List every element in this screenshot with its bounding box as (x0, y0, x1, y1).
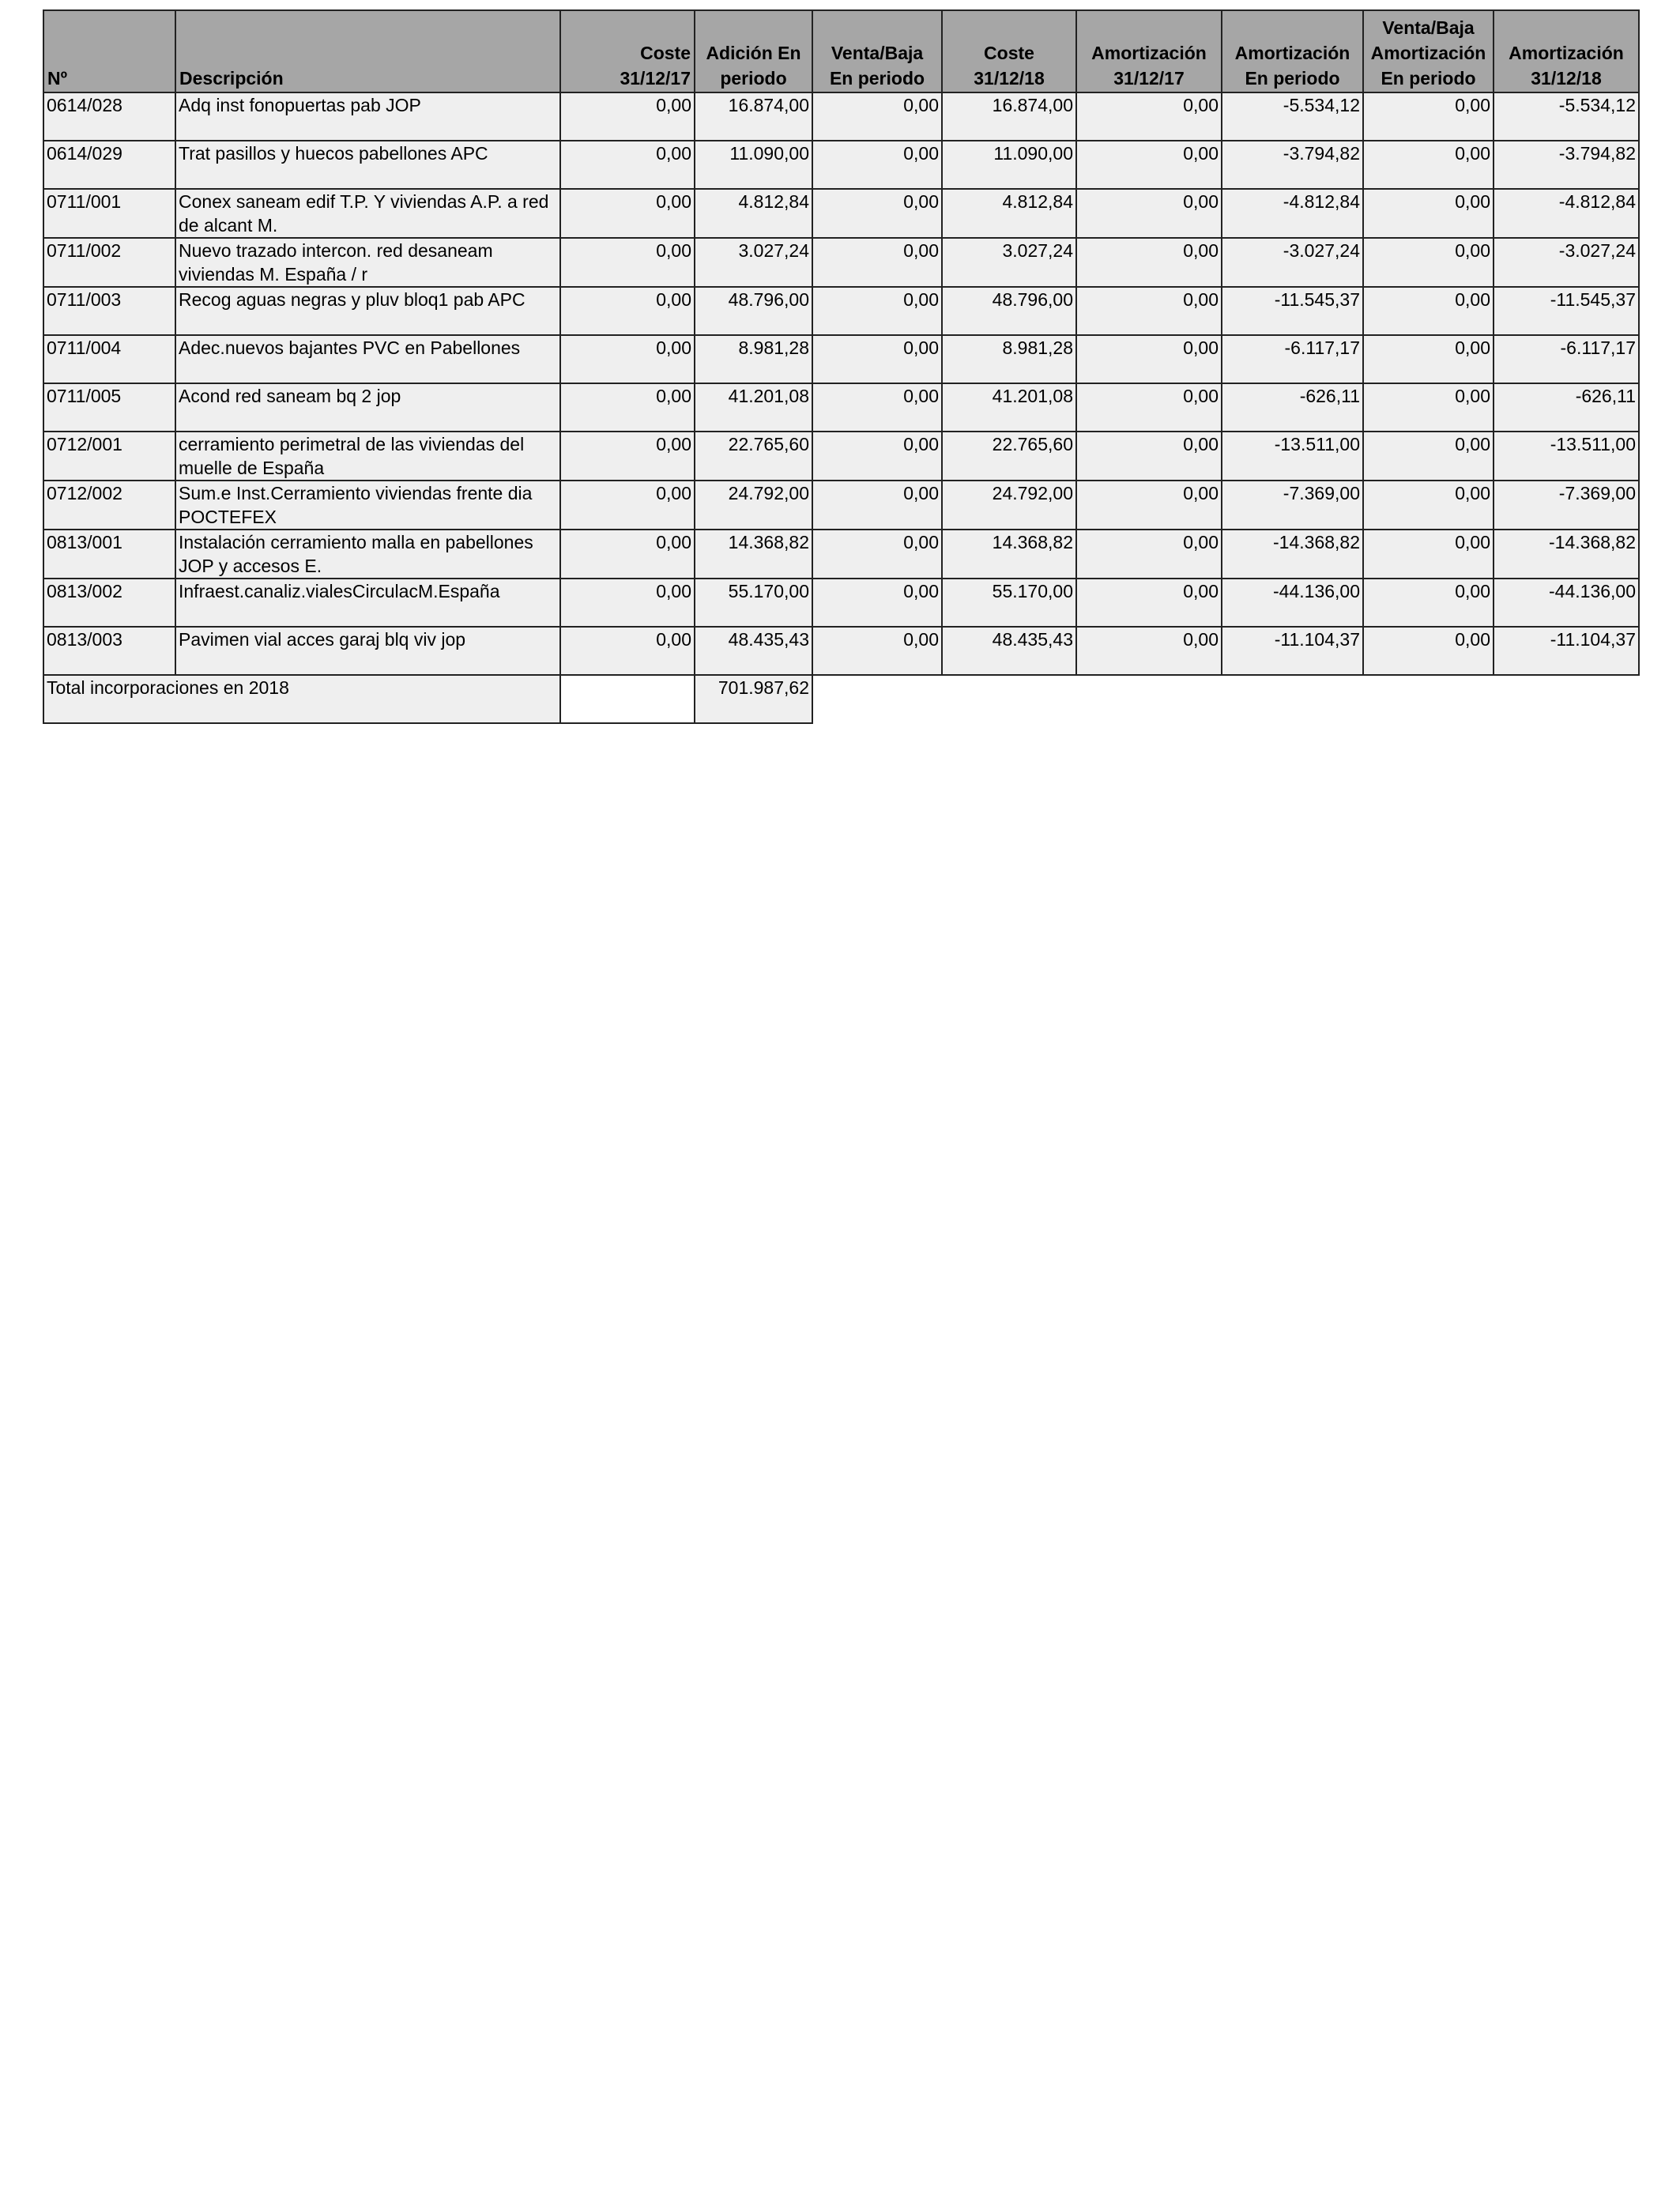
cell-coste-1812: 3.027,24 (942, 238, 1076, 287)
cell-coste-1812: 48.435,43 (942, 627, 1076, 675)
cell-venta-baja-amort: 0,00 (1363, 189, 1494, 238)
descripcion-text: Sum.e Inst.Cerramiento viviendas frente dia POCTEFEX (179, 483, 533, 527)
cell-amort-1712: 0,00 (1076, 530, 1222, 579)
table-row (43, 432, 1639, 481)
cell-amort-1712: 0,00 (1076, 189, 1222, 238)
header-amort-periodo: Amortización En periodo (1222, 10, 1363, 92)
cell-adicion: 11.090,00 (695, 141, 812, 189)
header-adicion: Adición En periodo (695, 10, 812, 92)
table-row (43, 335, 1639, 383)
cell-no: 0813/001 (43, 530, 175, 579)
header-venta-baja: Venta/Baja En periodo (812, 10, 942, 92)
cell-amort-periodo: -13.511,00 (1222, 432, 1363, 481)
asset-table (43, 9, 1640, 724)
cell-adicion: 24.792,00 (695, 481, 812, 530)
cell-coste-1812: 4.812,84 (942, 189, 1076, 238)
cell-coste-1712: 0,00 (560, 579, 695, 627)
table-row (43, 189, 1639, 238)
cell-descripcion (175, 189, 560, 238)
cell-adicion: 14.368,82 (695, 530, 812, 579)
cell-adicion: 3.027,24 (695, 238, 812, 287)
cell-venta-baja: 0,00 (812, 92, 942, 141)
cell-descripcion (175, 287, 560, 335)
cell-descripcion (175, 383, 560, 432)
cell-coste-1812: 11.090,00 (942, 141, 1076, 189)
cell-venta-baja-amort: 0,00 (1363, 579, 1494, 627)
header-amort-1812: Amortización 31/12/18 (1494, 10, 1639, 92)
cell-coste-1712: 0,00 (560, 627, 695, 675)
table-row (43, 481, 1639, 530)
cell-amort-1812: -3.027,24 (1494, 238, 1639, 287)
cell-no: 0813/002 (43, 579, 175, 627)
cell-coste-1712: 0,00 (560, 481, 695, 530)
descripcion-text: Nuevo trazado intercon. red desaneam viviendas M. España / r (179, 240, 493, 285)
table-row (43, 238, 1639, 287)
descripcion-text: Adec.nuevos bajantes PVC en Pabellones (179, 337, 521, 358)
cell-adicion: 48.796,00 (695, 287, 812, 335)
cell-venta-baja-amort: 0,00 (1363, 238, 1494, 287)
cell-venta-baja: 0,00 (812, 481, 942, 530)
header-descripcion: Descripción (175, 10, 560, 92)
descripcion-text: cerramiento perimetral de las viviendas del muelle de España (179, 434, 525, 478)
cell-descripcion (175, 92, 560, 141)
cell-no: 0813/003 (43, 627, 175, 675)
cell-amort-1812: -3.794,82 (1494, 141, 1639, 189)
descripcion-text: Pavimen vial acces garaj blq viv jop (179, 629, 466, 650)
table-row (43, 287, 1639, 335)
cell-coste-1812: 48.796,00 (942, 287, 1076, 335)
cell-coste-1712: 0,00 (560, 287, 695, 335)
cell-adicion: 22.765,60 (695, 432, 812, 481)
header-no: Nº (43, 10, 175, 92)
total-label: Total incorporaciones en 2018 (43, 675, 560, 723)
cell-descripcion (175, 481, 560, 530)
cell-no: 0711/005 (43, 383, 175, 432)
cell-coste-1712: 0,00 (560, 238, 695, 287)
cell-descripcion (175, 238, 560, 287)
cell-descripcion (175, 335, 560, 383)
cell-coste-1812: 14.368,82 (942, 530, 1076, 579)
cell-amort-1812: -4.812,84 (1494, 189, 1639, 238)
cell-venta-baja: 0,00 (812, 287, 942, 335)
table-row (43, 530, 1639, 579)
header-coste-1712: Coste 31/12/17 (560, 10, 695, 92)
cell-no: 0711/001 (43, 189, 175, 238)
cell-venta-baja: 0,00 (812, 335, 942, 383)
cell-descripcion (175, 432, 560, 481)
cell-venta-baja-amort: 0,00 (1363, 530, 1494, 579)
cell-amort-1812: -44.136,00 (1494, 579, 1639, 627)
table-body (43, 92, 1639, 723)
cell-venta-baja-amort: 0,00 (1363, 92, 1494, 141)
cell-amort-periodo: -3.794,82 (1222, 141, 1363, 189)
cell-coste-1812: 24.792,00 (942, 481, 1076, 530)
cell-amort-1712: 0,00 (1076, 627, 1222, 675)
header-amort-1712: Amortización 31/12/17 (1076, 10, 1222, 92)
cell-amort-periodo: -5.534,12 (1222, 92, 1363, 141)
cell-coste-1812: 16.874,00 (942, 92, 1076, 141)
table-row (43, 92, 1639, 141)
cell-coste-1712: 0,00 (560, 335, 695, 383)
cell-amort-1812: -6.117,17 (1494, 335, 1639, 383)
cell-coste-1712: 0,00 (560, 383, 695, 432)
cell-amort-1812: -11.545,37 (1494, 287, 1639, 335)
cell-amort-1812: -11.104,37 (1494, 627, 1639, 675)
total-blank-cell (560, 675, 695, 723)
cell-amort-1712: 0,00 (1076, 383, 1222, 432)
cell-amort-periodo: -626,11 (1222, 383, 1363, 432)
header-coste-1812: Coste 31/12/18 (942, 10, 1076, 92)
cell-amort-periodo: -44.136,00 (1222, 579, 1363, 627)
cell-amort-periodo: -11.545,37 (1222, 287, 1363, 335)
cell-no: 0712/002 (43, 481, 175, 530)
cell-adicion: 16.874,00 (695, 92, 812, 141)
cell-amort-1812: -5.534,12 (1494, 92, 1639, 141)
cell-amort-1812: -13.511,00 (1494, 432, 1639, 481)
cell-no: 0711/002 (43, 238, 175, 287)
cell-amort-periodo: -4.812,84 (1222, 189, 1363, 238)
descripcion-text: Recog aguas negras y pluv bloq1 pab APC (179, 289, 525, 310)
descripcion-text: Adq inst fonopuertas pab JOP (179, 95, 421, 115)
cell-descripcion (175, 530, 560, 579)
cell-no: 0614/029 (43, 141, 175, 189)
cell-adicion: 8.981,28 (695, 335, 812, 383)
descripcion-text: Infraest.canaliz.vialesCirculacM.España (179, 581, 500, 601)
cell-coste-1812: 22.765,60 (942, 432, 1076, 481)
table-row (43, 383, 1639, 432)
cell-descripcion (175, 579, 560, 627)
cell-coste-1812: 41.201,08 (942, 383, 1076, 432)
cell-no: 0711/004 (43, 335, 175, 383)
cell-coste-1712: 0,00 (560, 530, 695, 579)
cell-no: 0614/028 (43, 92, 175, 141)
cell-adicion: 48.435,43 (695, 627, 812, 675)
cell-amort-1712: 0,00 (1076, 432, 1222, 481)
cell-no: 0712/001 (43, 432, 175, 481)
cell-venta-baja: 0,00 (812, 189, 942, 238)
descripcion-text: Instalación cerramiento malla en pabellones JOP y accesos E. (179, 532, 533, 576)
cell-coste-1712: 0,00 (560, 141, 695, 189)
descripcion-text: Conex saneam edif T.P. Y viviendas A.P. a red de alcant M. (179, 191, 549, 236)
cell-amort-periodo: -14.368,82 (1222, 530, 1363, 579)
cell-venta-baja: 0,00 (812, 383, 942, 432)
cell-venta-baja: 0,00 (812, 530, 942, 579)
cell-amort-1712: 0,00 (1076, 579, 1222, 627)
table-row (43, 579, 1639, 627)
cell-venta-baja: 0,00 (812, 141, 942, 189)
cell-coste-1712: 0,00 (560, 189, 695, 238)
cell-venta-baja-amort: 0,00 (1363, 432, 1494, 481)
total-value: 701.987,62 (695, 675, 812, 723)
cell-amort-1812: -7.369,00 (1494, 481, 1639, 530)
descripcion-text: Acond red saneam bq 2 jop (179, 386, 401, 406)
cell-venta-baja-amort: 0,00 (1363, 383, 1494, 432)
cell-venta-baja-amort: 0,00 (1363, 481, 1494, 530)
cell-adicion: 4.812,84 (695, 189, 812, 238)
descripcion-text: Trat pasillos y huecos pabellones APC (179, 143, 488, 164)
cell-coste-1712: 0,00 (560, 92, 695, 141)
cell-venta-baja: 0,00 (812, 627, 942, 675)
cell-amort-periodo: -6.117,17 (1222, 335, 1363, 383)
cell-adicion: 55.170,00 (695, 579, 812, 627)
cell-amort-1712: 0,00 (1076, 92, 1222, 141)
cell-amort-1712: 0,00 (1076, 335, 1222, 383)
cell-descripcion (175, 627, 560, 675)
total-row (43, 675, 1639, 723)
cell-venta-baja-amort: 0,00 (1363, 287, 1494, 335)
table-header (43, 10, 1639, 92)
cell-venta-baja: 0,00 (812, 432, 942, 481)
cell-amort-1812: -626,11 (1494, 383, 1639, 432)
cell-amort-1712: 0,00 (1076, 141, 1222, 189)
cell-venta-baja: 0,00 (812, 238, 942, 287)
header-venta-baja-amort: Venta/Baja Amortización En periodo (1363, 10, 1494, 92)
cell-amort-1712: 0,00 (1076, 481, 1222, 530)
cell-adicion: 41.201,08 (695, 383, 812, 432)
table-row (43, 141, 1639, 189)
cell-amort-periodo: -7.369,00 (1222, 481, 1363, 530)
cell-amort-periodo: -11.104,37 (1222, 627, 1363, 675)
cell-amort-1812: -14.368,82 (1494, 530, 1639, 579)
cell-venta-baja-amort: 0,00 (1363, 335, 1494, 383)
cell-amort-1712: 0,00 (1076, 238, 1222, 287)
cell-venta-baja-amort: 0,00 (1363, 627, 1494, 675)
cell-venta-baja-amort: 0,00 (1363, 141, 1494, 189)
cell-coste-1812: 55.170,00 (942, 579, 1076, 627)
cell-amort-1712: 0,00 (1076, 287, 1222, 335)
cell-coste-1712: 0,00 (560, 432, 695, 481)
cell-no: 0711/003 (43, 287, 175, 335)
cell-coste-1812: 8.981,28 (942, 335, 1076, 383)
cell-descripcion (175, 141, 560, 189)
table-row (43, 627, 1639, 675)
cell-amort-periodo: -3.027,24 (1222, 238, 1363, 287)
cell-venta-baja: 0,00 (812, 579, 942, 627)
